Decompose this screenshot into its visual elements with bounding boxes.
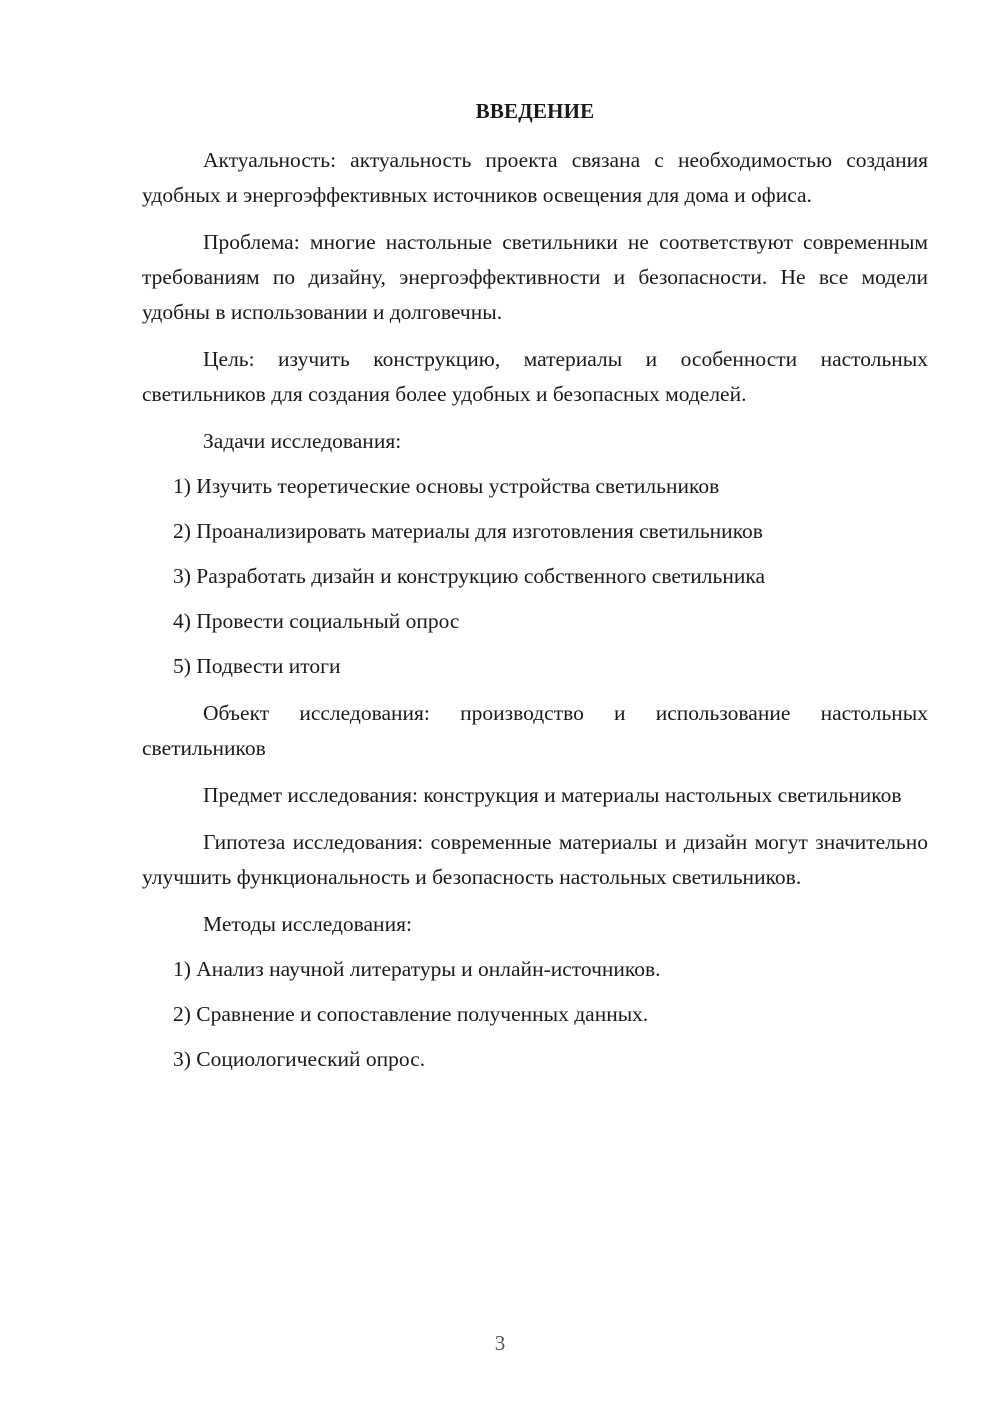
document-body [142, 94, 928, 1077]
list-item: 4) Провести социальный опрос [173, 609, 460, 633]
methods-list [142, 952, 928, 1077]
methods-heading: Методы исследования: [203, 912, 412, 936]
relevance-paragraph: Актуальность: актуальность проекта связана с необходимостью создания удобных и энергоэффективных источников освещения для дома и офиса. [142, 148, 928, 207]
list-item: 3) Разработать дизайн и конструкцию собственного светильника [173, 564, 765, 588]
subject-paragraph: Предмет исследования: конструкция и материалы настольных светильников [203, 783, 902, 807]
list-item: 2) Сравнение и сопоставление полученных данных. [173, 1002, 649, 1026]
section-title: ВВЕДЕНИЕ [475, 99, 595, 123]
hypothesis-paragraph: Гипотеза исследования: современные материалы и дизайн могут значительно улучшить функциональность и безопасность настольных светильников. [142, 830, 928, 889]
list-item: 2) Проанализировать материалы для изготовления светильников [173, 519, 763, 543]
tasks-list [142, 469, 928, 684]
list-item: 1) Анализ научной литературы и онлайн-источников. [173, 957, 661, 981]
list-item: 1) Изучить теоретические основы устройства светильников [173, 474, 720, 498]
list-item: 3) Социологический опрос. [173, 1047, 426, 1071]
list-item: 5) Подвести итоги [173, 654, 341, 678]
tasks-heading: Задачи исследования: [203, 429, 402, 453]
object-paragraph: Объект исследования: производство и использование настольных светильников [142, 701, 928, 760]
problem-paragraph: Проблема: многие настольные светильники не соответствуют современным требованиям по дизайну, энергоэффективности и безопасности. Не все модели удобны в использовании и долговечны. [142, 230, 928, 324]
page-number: 3 [494, 1331, 506, 1355]
goal-paragraph: Цель: изучить конструкцию, материалы и особенности настольных светильников для создания более удобных и безопасных моделей. [142, 347, 928, 406]
